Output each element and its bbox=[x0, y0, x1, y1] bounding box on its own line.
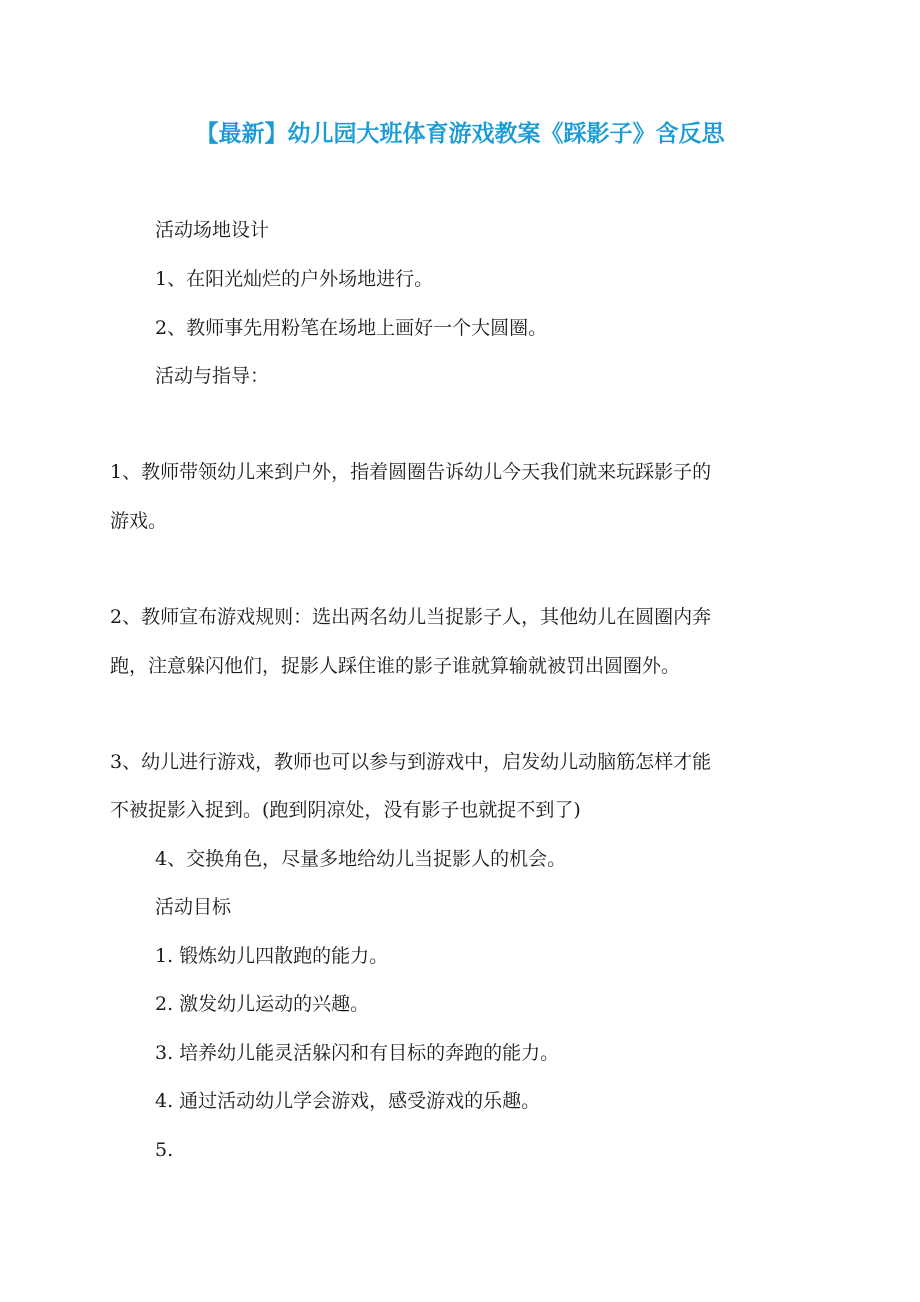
paragraph-guide-1-line-1: 1、教师带领幼儿来到户外，指着圆圈告诉幼儿今天我们就来玩踩影子的 bbox=[110, 461, 712, 483]
section-heading-venue: 活动场地设计 bbox=[155, 219, 270, 241]
paragraph-guide-3-line-1: 3、幼儿进行游戏，教师也可以参与到游戏中，启发幼儿动脑筋怎样才能 bbox=[110, 751, 712, 773]
paragraph-guide-3-line-2: 不被捉影入捉到。(跑到阴凉处，没有影子也就捉不到了) bbox=[110, 799, 581, 821]
document-title: 【最新】幼儿园大班体育游戏教案《踩影子》含反思 bbox=[195, 121, 725, 147]
goal-item-1: 1. 锻炼幼儿四散跑的能力。 bbox=[155, 945, 389, 967]
paragraph-guide-1-line-2: 游戏。 bbox=[110, 510, 168, 532]
paragraph-guide-2-line-1: 2、教师宣布游戏规则：选出两名幼儿当捉影子人，其他幼儿在圆圈内奔 bbox=[110, 606, 712, 628]
paragraph-venue-1: 1、在阳光灿烂的户外场地进行。 bbox=[155, 268, 434, 290]
paragraph-guide-2-line-2: 跑，注意躲闪他们，捉影人踩住谁的影子谁就算输就被罚出圆圈外。 bbox=[110, 655, 681, 677]
goal-item-4: 4. 通过活动幼儿学会游戏，感受游戏的乐趣。 bbox=[155, 1090, 541, 1112]
section-heading-guide: 活动与指导： bbox=[155, 365, 270, 387]
goal-item-3: 3. 培养幼儿能灵活躲闪和有目标的奔跑的能力。 bbox=[155, 1042, 560, 1064]
goal-item-2: 2. 激发幼儿运动的兴趣。 bbox=[155, 993, 370, 1015]
goal-item-5: 5. bbox=[155, 1139, 174, 1161]
paragraph-venue-2: 2、教师事先用粉笔在场地上画好一个大圆圈。 bbox=[155, 317, 548, 339]
section-heading-goals: 活动目标 bbox=[155, 896, 232, 918]
paragraph-guide-4: 4、交换角色，尽量多地给幼儿当捉影人的机会。 bbox=[155, 848, 567, 870]
